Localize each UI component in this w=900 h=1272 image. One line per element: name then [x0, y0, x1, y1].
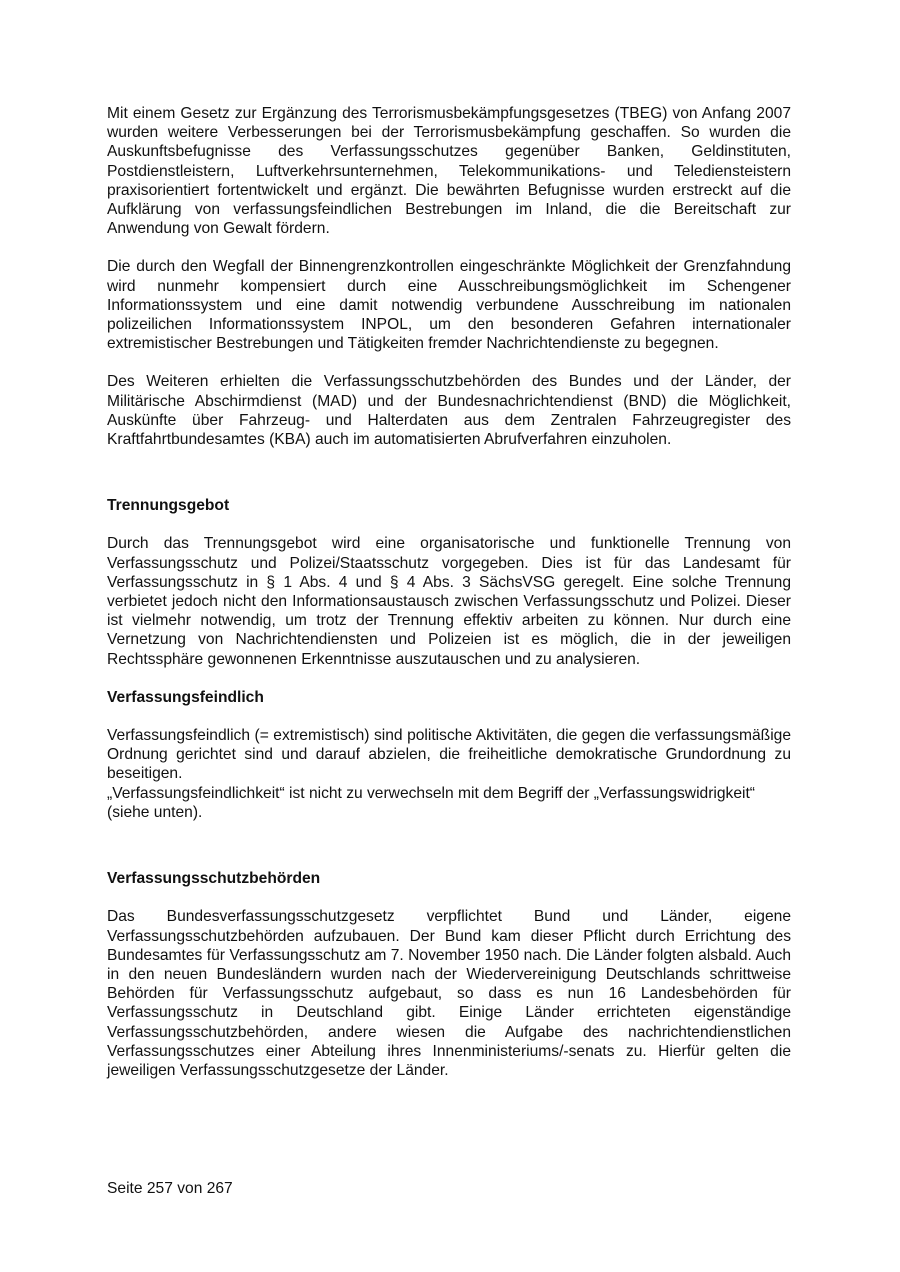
document-page: [107, 104, 791, 1099]
page-number: Seite 257 von 267: [107, 1180, 233, 1197]
paragraph-kba: Des Weiteren erhielten die Verfassungsschutzbehörden des Bundes und der Länder, der Militärische Abschirmdienst (MAD) und der Bundesnachrichtendienst (BND) die Möglichkeit, Auskünfte über Fahrzeug- und Halterdaten aus dem Zentralen Fahrzeugregister des Kraftfahrtbundesamtes (KBA) auch im automatisierten Abrufverfahren einzuholen.: [107, 373, 791, 449]
paragraph-verfassungsfeindlich-note: „Verfassungsfeindlichkeit“ ist nicht zu verwechseln mit dem Begriff der „Verfassungswidrigkeit“ (siehe unten).: [107, 784, 755, 821]
paragraph-verfassungsschutzbehoerden: Das Bundesverfassungsschutzgesetz verpflichtet Bund und Länder, eigene Verfassungsschutzbehörden aufzubauen. Der Bund kam dieser Pflicht durch Errichtung des Bundesamtes für Verfassungsschutz am 7. November 1950 nach. Die Länder folgten alsbald. Auch in den neuen Bundesländern wurden nach der Wiedervereinigung Deutschlands schrittweise Behörden für Verfassungsschutz aufgebaut, so dass es nun 16 Landesbehörden für Verfassungsschutz in Deutschland gibt. Einige Länder errichteten eigenständige Verfassungsschutzbehörden, andere wiesen die Aufgabe des nachrichtendienstlichen Verfassungsschutzes einer Abteilung ihres Innenministeriums/-senats zu. Hierfür gelten die jeweiligen Verfassungsschutzgesetze der Länder.: [107, 908, 791, 1079]
paragraph-grenzfahndung: Die durch den Wegfall der Binnengrenzkontrollen eingeschränkte Möglichkeit der Grenzfahndung wird nunmehr kompensiert durch eine Ausschreibungsmöglichkeit im Schengener Informationssystem und eine damit notwendig verbundene Ausschreibung im nationalen polizeilichen Informationssystem INPOL, um den besonderen Gefahren internationaler extremistischer Bestrebungen und Tätigkeiten fremder Nachrichtendienste zu begegnen.: [107, 258, 791, 353]
paragraph-trennungsgebot: Durch das Trennungsgebot wird eine organisatorische und funktionelle Trennung von Verfassungsschutz und Polizei/Staatsschutz vorgegeben. Dies ist für das Landesamt für Verfassungsschutz in § 1 Abs. 4 und § 4 Abs. 3 SächsVSG geregelt. Eine solche Trennung verbietet jedoch nicht den Informationsaustausch zwischen Verfassungsschutz und Polizei. Dieser ist vielmehr notwendig, um trotz der Trennung effektiv arbeiten zu können. Nur durch eine Vernetzung von Nachrichtendiensten und Polizeien ist es möglich, die in der jeweiligen Rechtssphäre gewonnenen Erkenntnisse auszutauschen und zu analysieren.: [107, 535, 791, 668]
section-spacer: [107, 841, 791, 869]
heading-trennungsgebot: Trennungsgebot: [107, 497, 230, 515]
section-spacer: [107, 468, 791, 496]
heading-verfassungsfeindlich: Verfassungsfeindlich: [107, 688, 264, 706]
paragraph-tbeg: Mit einem Gesetz zur Ergänzung des Terrorismusbekämpfungsgesetzes (TBEG) von Anfang 2007 wurden weitere Verbesserungen bei der Terrorismusbekämpfung geschaffen. So wurden die Auskunftsbefugnisse des Verfassungsschutzes gegenüber Banken, Geldinstituten, Postdienstleistern, Luftverkehrsunternehmen, Telekommunikations- und Telediensteistern praxisorientiert fortentwickelt und ergänzt. Die bewährten Befugnisse wurden erstreckt auf die Aufklärung von verfassungsfeindlichen Bestrebungen im Inland, die die Bereitschaft zur Anwendung von Gewalt fördern.: [107, 105, 791, 238]
paragraph-verfassungsfeindlich: Verfassungsfeindlich (= extremistisch) sind politische Aktivitäten, die gegen die verfassungsmäßige Ordnung gerichtet sind und darauf abzielen, die freiheitliche demokratische Grundordnung zu beseitigen.: [107, 727, 791, 783]
heading-verfassungsschutzbehoerden: Verfassungsschutzbehörden: [107, 870, 321, 888]
